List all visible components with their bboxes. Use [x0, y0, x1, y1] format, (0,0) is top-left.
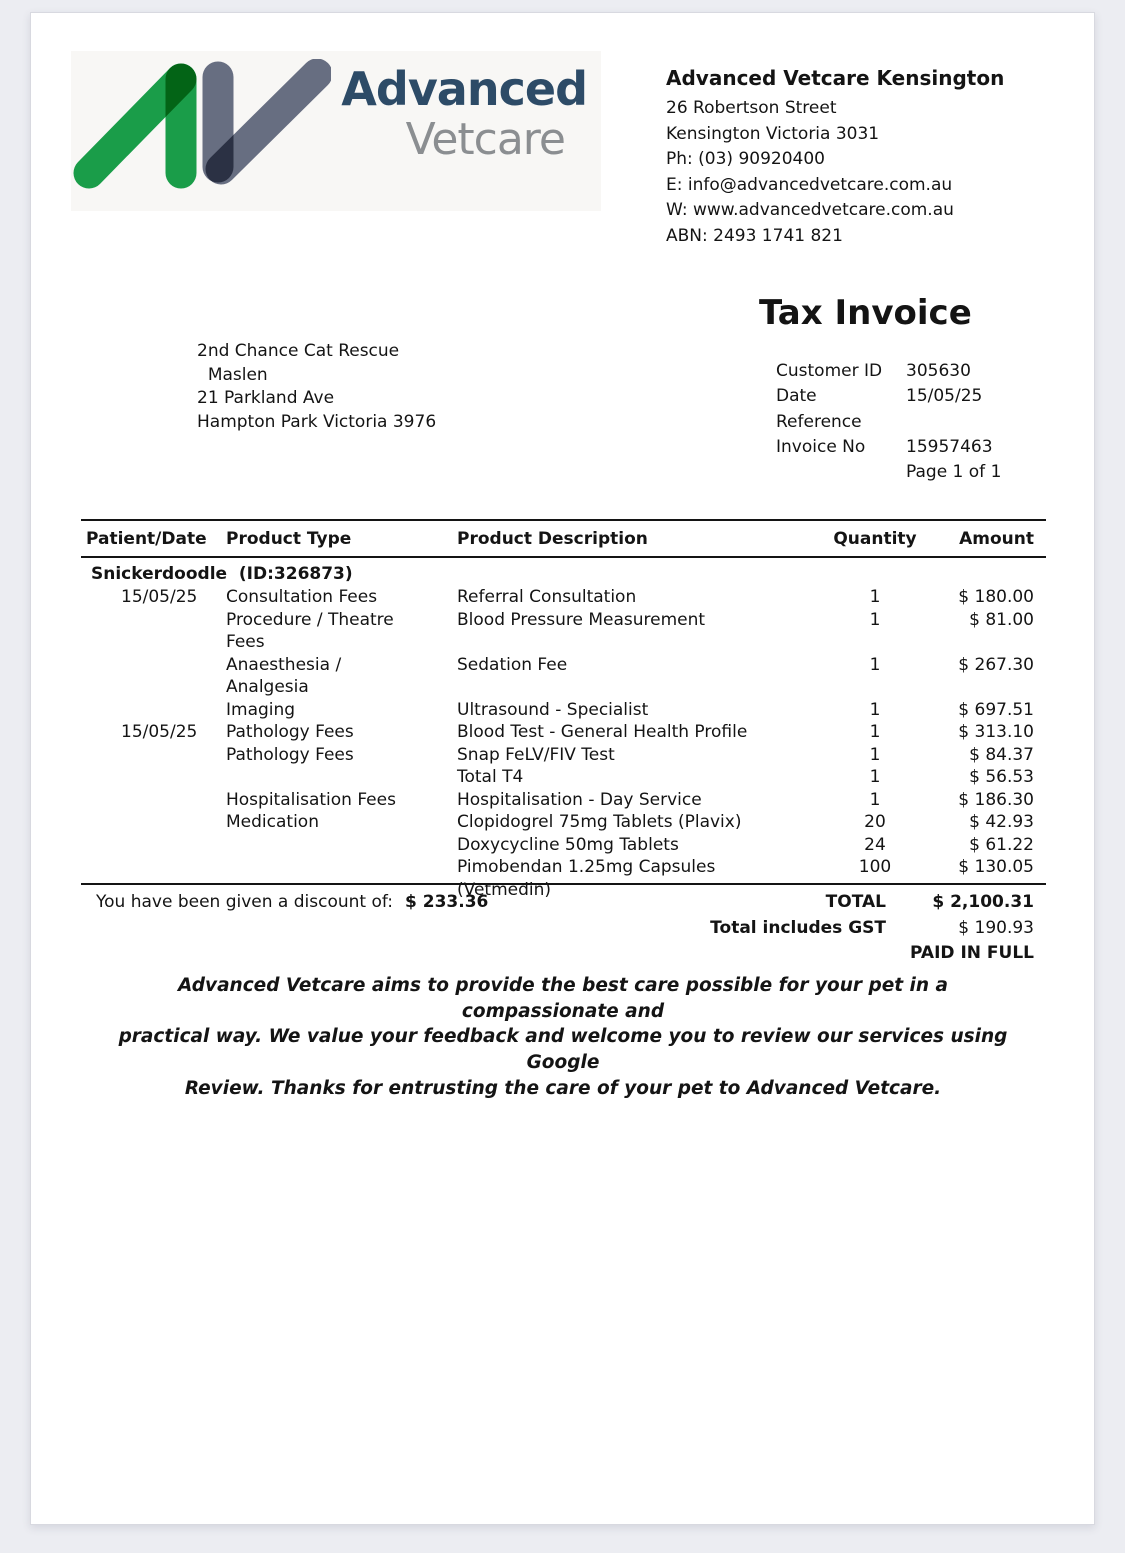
- cell-product-type: Consultation Fees: [226, 587, 378, 607]
- cell-product-type: Procedure / Theatre Fees: [226, 609, 394, 652]
- clinic-contact-line: Kensington Victoria 3031: [666, 123, 880, 144]
- table-row: [81, 654, 1046, 699]
- cell-quantity: 1: [869, 587, 881, 607]
- cell-amount: $ 42.93: [969, 812, 1034, 832]
- brand-wordmark: [319, 63, 587, 165]
- gst-value: $ 190.93: [958, 917, 1034, 938]
- brand-name-advanced: Advanced: [341, 62, 587, 116]
- footer-message-line: Advanced Vetcare aims to provide the best care possible for your pet in a compassionate and: [178, 975, 948, 1022]
- cell-amount: $ 313.10: [958, 722, 1034, 742]
- table-row: [81, 586, 1046, 609]
- clinic-contact-line: Ph: (03) 90920400: [666, 149, 825, 169]
- meta-value: [906, 410, 1086, 435]
- cell-product-type: Hospitalisation Fees: [226, 789, 396, 810]
- meta-value: Page 1 of 1: [906, 462, 1002, 483]
- table-row: [81, 811, 1046, 834]
- cell-quantity: 20: [864, 812, 886, 832]
- cell-amount: $ 61.22: [969, 834, 1034, 855]
- footer-message-line: practical way. We value your feedback and welcome you to review our services using Google: [118, 1026, 1008, 1074]
- cell-product-type: Pathology Fees: [226, 744, 354, 765]
- table-row: [81, 699, 1046, 722]
- cell-product-description: Sedation Fee: [457, 654, 568, 675]
- clinic-contact-lines: [666, 96, 1086, 249]
- invoice-meta-row: [776, 359, 1086, 384]
- brand-logo-av-icon: [71, 59, 331, 199]
- cell-product-description: Hospitalisation - Day Service: [457, 789, 702, 810]
- cell-quantity: 1: [869, 654, 881, 675]
- cell-quantity: 1: [869, 789, 881, 810]
- cell-product-description: Referral Consultation: [457, 587, 637, 607]
- brand-name-vetcare: Vetcare: [405, 114, 565, 165]
- meta-label: Invoice No: [776, 436, 866, 457]
- table-row: [81, 609, 1046, 654]
- col-header-quantity: Quantity: [833, 529, 917, 549]
- total-label: TOTAL: [825, 892, 886, 912]
- cell-date: 15/05/25: [121, 587, 198, 607]
- cell-quantity: 1: [869, 767, 881, 787]
- customer-address-line: Maslen: [197, 364, 268, 385]
- cell-amount: $ 84.37: [969, 744, 1034, 765]
- cell-quantity: 1: [869, 722, 881, 742]
- cell-product-description: Snap FeLV/FIV Test: [457, 744, 615, 765]
- invoice-meta-row: [776, 410, 1086, 435]
- total-row: [81, 890, 1046, 916]
- invoice-meta-row: [776, 384, 1086, 409]
- cell-quantity: 1: [869, 699, 881, 720]
- cell-quantity: 1: [869, 609, 881, 630]
- table-header-row: [81, 521, 1046, 558]
- table-row: [81, 789, 1046, 812]
- clinic-contact-block: [666, 65, 1086, 249]
- cell-amount: $ 267.30: [958, 654, 1034, 675]
- cell-quantity: 100: [858, 857, 892, 877]
- invoice-page: [30, 12, 1095, 1525]
- cell-product-description: Pimobendan 1.25mg Capsules (Vetmedin): [457, 857, 716, 900]
- col-header-product-type: Product Type: [226, 529, 352, 549]
- paid-row: [81, 941, 1046, 967]
- paid-status: PAID IN FULL: [910, 943, 1034, 963]
- footer-message-line: Review. Thanks for entrusting the care of your pet to Advanced Vetcare.: [184, 1077, 942, 1099]
- cell-amount: $ 81.00: [969, 609, 1034, 630]
- clinic-name: Advanced Vetcare Kensington: [666, 66, 1005, 90]
- cell-amount: $ 180.00: [958, 587, 1034, 607]
- cell-amount: $ 130.05: [958, 857, 1034, 877]
- cell-product-type: Medication: [226, 812, 319, 832]
- document-title: Tax Invoice: [759, 293, 972, 333]
- brand-logo: [71, 51, 601, 211]
- line-items-table: [81, 519, 1046, 901]
- customer-address-line: 21 Parkland Ave: [197, 388, 335, 408]
- footer-message: [113, 973, 1013, 1102]
- gst-row: [81, 916, 1046, 942]
- table-row: [81, 721, 1046, 744]
- table-row: [81, 766, 1046, 789]
- invoice-meta-row: [776, 460, 1086, 485]
- meta-value: 305630: [906, 361, 971, 381]
- cell-date: 15/05/25: [121, 722, 198, 742]
- table-row: [81, 834, 1046, 857]
- col-header-patient-date: Patient/Date: [86, 529, 207, 549]
- col-header-amount: Amount: [959, 529, 1034, 549]
- table-body: [81, 586, 1046, 901]
- cell-product-type: Pathology Fees: [226, 722, 354, 742]
- cell-quantity: 1: [869, 744, 881, 765]
- cell-quantity: 24: [864, 834, 886, 855]
- col-header-product-description: Product Description: [457, 529, 648, 549]
- cell-amount: $ 186.30: [958, 789, 1034, 810]
- gst-label: Total includes GST: [710, 917, 886, 938]
- invoice-meta-row: [776, 435, 1086, 460]
- cell-product-description: Blood Test - General Health Profile: [457, 722, 748, 742]
- cell-product-type: Imaging: [226, 699, 296, 720]
- cell-product-description: Total T4: [457, 767, 524, 787]
- clinic-contact-line: ABN: 2493 1741 821: [666, 225, 843, 246]
- customer-address-block: [197, 340, 436, 434]
- clinic-contact-line: E: info@advancedvetcare.com.au: [666, 174, 953, 195]
- discount-label: You have been given a discount of:: [96, 892, 393, 912]
- totals-section: [81, 883, 1046, 967]
- cell-product-description: Ultrasound - Specialist: [457, 699, 649, 720]
- patient-header: Snickerdoodle (ID:326873): [91, 564, 353, 584]
- cell-product-description: Clopidogrel 75mg Tablets (Plavix): [457, 812, 742, 832]
- customer-address-line: Hampton Park Victoria 3976: [197, 411, 437, 432]
- meta-value: 15957463: [906, 436, 993, 457]
- clinic-contact-line: W: www.advancedvetcare.com.au: [666, 200, 954, 220]
- customer-address-line: 2nd Chance Cat Rescue: [197, 341, 400, 361]
- invoice-meta-block: [776, 359, 1086, 485]
- table-row: [81, 744, 1046, 767]
- cell-product-type: Anaesthesia / Analgesia: [226, 654, 342, 697]
- total-value: $ 2,100.31: [932, 892, 1034, 912]
- discount-value: $ 233.36: [405, 892, 489, 912]
- cell-product-description: Blood Pressure Measurement: [457, 609, 706, 630]
- meta-label: Reference: [776, 411, 862, 432]
- cell-product-description: Doxycycline 50mg Tablets: [457, 834, 679, 855]
- meta-label: Date: [776, 386, 817, 407]
- cell-amount: $ 56.53: [969, 767, 1034, 787]
- meta-label: [776, 460, 906, 485]
- clinic-contact-line: 26 Robertson Street: [666, 98, 837, 118]
- meta-value: 15/05/25: [906, 386, 983, 407]
- cell-amount: $ 697.51: [958, 699, 1034, 720]
- meta-label: Customer ID: [776, 361, 883, 381]
